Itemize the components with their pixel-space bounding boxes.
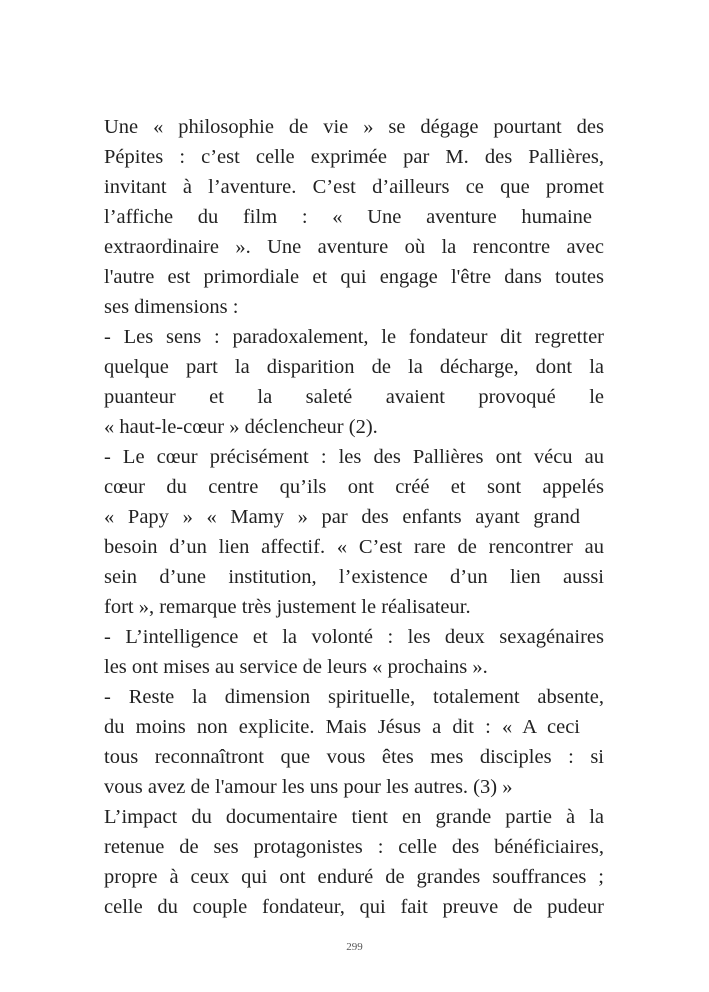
text-line: du moins non explicite. Mais Jésus a dit : « A ceci: [104, 716, 580, 738]
text-line: extraordinaire ». Une aventure où la rencontre avec: [104, 236, 604, 258]
text-line: tous reconnaîtront que vous êtes mes disciples : si: [104, 746, 604, 768]
text-line: les ont mises au service de leurs « prochains ».: [104, 656, 488, 678]
text-line: invitant à l’aventure. C’est d’ailleurs ce que promet: [104, 176, 604, 198]
text-line: puanteur et la saleté avaient provoqué le: [104, 386, 604, 408]
text-line: celle du couple fondateur, qui fait preuve de pudeur: [104, 896, 604, 918]
text-line: cœur du centre qu’ils ont créé et sont appelés: [104, 476, 604, 498]
page-number: 299: [346, 941, 363, 953]
text-line: - Le cœur précisément : les des Pallières ont vécu au: [104, 446, 604, 468]
text-line: l’affiche du film : « Une aventure humaine: [104, 206, 592, 228]
text-line: propre à ceux qui ont enduré de grandes souffrances ;: [104, 866, 604, 888]
text-line: besoin d’un lien affectif. « C’est rare de rencontrer au: [104, 536, 604, 558]
text-line: fort », remarque très justement le réalisateur.: [104, 596, 471, 618]
text-line: « Papy » « Mamy » par des enfants ayant grand: [104, 506, 580, 528]
text-line: vous avez de l'amour les uns pour les autres. (3) »: [104, 776, 513, 798]
body-text: [104, 112, 604, 922]
text-line: - Reste la dimension spirituelle, totalement absente,: [104, 686, 604, 708]
text-line: ses dimensions :: [104, 296, 239, 318]
text-line: - L’intelligence et la volonté : les deux sexagénaires: [104, 626, 604, 648]
text-line: Pépites : c’est celle exprimée par M. des Pallières,: [104, 146, 604, 168]
text-line: - Les sens : paradoxalement, le fondateur dit regretter: [104, 326, 604, 348]
text-line: retenue de ses protagonistes : celle des bénéficiaires,: [104, 836, 604, 858]
text-line: L’impact du documentaire tient en grande partie à la: [104, 806, 604, 828]
text-line: « haut-le-cœur » déclencheur (2).: [104, 416, 378, 438]
text-line: quelque part la disparition de la décharge, dont la: [104, 356, 604, 378]
text-line: Une « philosophie de vie » se dégage pourtant des: [104, 116, 604, 138]
text-line: l'autre est primordiale et qui engage l'être dans toutes: [104, 266, 604, 288]
text-line: sein d’une institution, l’existence d’un lien aussi: [104, 566, 604, 588]
